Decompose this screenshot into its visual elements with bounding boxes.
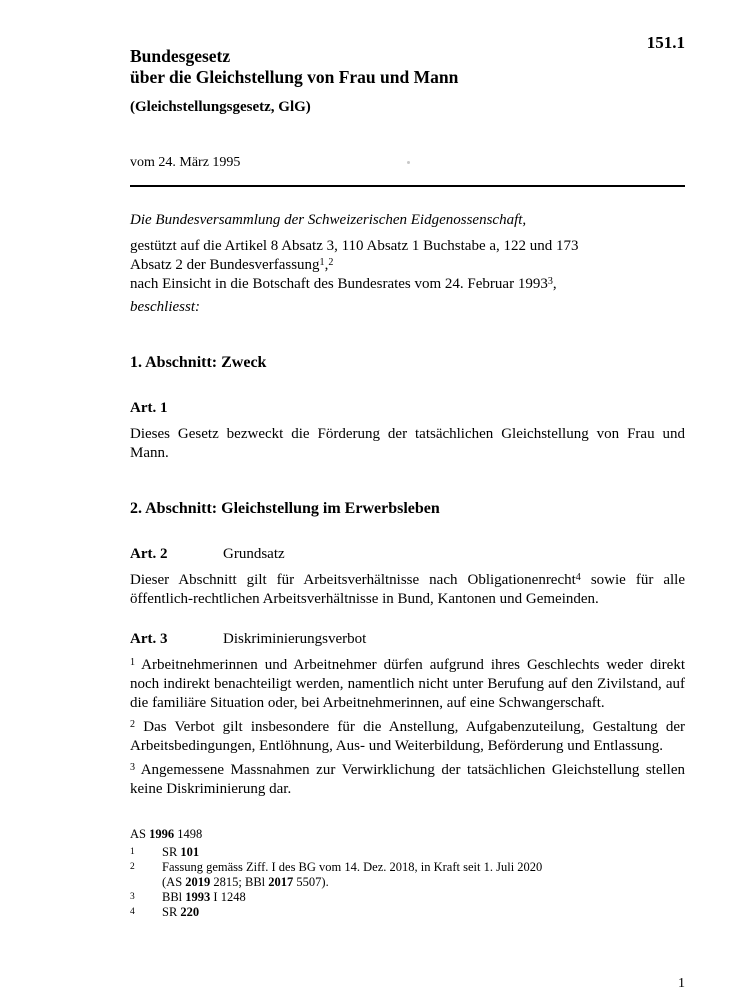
- article-1-heading: [130, 399, 685, 418]
- preamble-resolution: beschliesst:: [130, 299, 200, 315]
- article-2-label: Art. 2: [130, 546, 168, 562]
- document-subtitle: (Gleichstellungsgesetz, GlG): [130, 99, 311, 115]
- text-segment: ,: [552, 276, 557, 292]
- footnote-4-marker: 4: [130, 907, 135, 917]
- text-segment: SR: [162, 845, 181, 859]
- text-segment: Dieser Abschnitt gilt für Arbeitsverhältnisse nach Obligationenrecht: [130, 572, 576, 588]
- text-segment: 1993: [185, 890, 211, 904]
- text-segment: 2815; BBl: [210, 875, 269, 889]
- text-segment: 101: [180, 845, 200, 859]
- text-segment: ,: [324, 257, 329, 273]
- article-2-body: [130, 571, 685, 609]
- text-segment: 1498: [174, 827, 203, 841]
- footnote-1-marker: 1: [130, 847, 135, 857]
- footnote-4-text: [162, 905, 199, 919]
- text-segment: Angemessene Massnahmen zur Verwirklichung der tatsächlichen Gleichstellung stellen keine Diskriminierung dar.: [130, 762, 685, 797]
- text-segment: 2: [328, 256, 334, 268]
- sr-number: 151.1: [646, 33, 685, 52]
- article-3-heading: [130, 630, 685, 649]
- text-segment: 5507).: [293, 875, 329, 889]
- footnote-4: [130, 905, 685, 920]
- text-segment: 2019: [185, 875, 211, 889]
- text-segment: 1996: [149, 827, 175, 841]
- footnotes: [130, 827, 685, 920]
- text-segment: 3: [130, 761, 136, 773]
- article-3-paragraph-2: [130, 718, 685, 756]
- footnote-1: [130, 845, 685, 860]
- text-segment: 2017: [268, 875, 294, 889]
- footnote-1-text: [162, 845, 199, 859]
- article-1-body: Dieses Gesetz bezweckt die Förderung der tatsächlichen Gleichstellung von Frau und Mann.: [130, 426, 685, 461]
- footnote-2: [130, 860, 685, 890]
- footnote-3-text: [162, 890, 246, 904]
- footnote-2-marker: 2: [130, 862, 135, 872]
- article-1-label: Art. 1: [130, 400, 168, 416]
- document-title-line1: Bundesgesetz: [130, 46, 231, 66]
- article-3-paragraph-1: [130, 656, 685, 713]
- text-segment: (AS: [162, 875, 186, 889]
- section-2-heading: 2. Abschnitt: Gleichstellung im Erwerbsleben: [130, 500, 440, 517]
- article-3-paragraph-3: [130, 761, 685, 799]
- text-segment: 1: [130, 656, 136, 668]
- article-2-heading: [130, 545, 685, 564]
- text-segment: 1: [319, 256, 325, 268]
- footnote-3: [130, 890, 685, 905]
- text-segment: nach Einsicht in die Botschaft des Bundesrates vom 24. Februar 1993: [130, 276, 548, 292]
- text-segment: 4: [575, 571, 581, 583]
- text-segment: Arbeitnehmerinnen und Arbeitnehmer dürfen aufgrund ihres Geschlechts weder direkt noch indirekt benachteiligt werden, namentlich nicht unter Berufung auf den Zivilstand, auf die familiäre Situation oder, bei Arbeitnehmerinnen, auf eine Schwangerschaft.: [130, 657, 685, 711]
- footnote-3-marker: 3: [130, 892, 135, 902]
- text-segment: 2: [130, 718, 136, 730]
- footnote-2-text-line2: [162, 875, 685, 890]
- footnote-as-reference: [130, 827, 685, 842]
- page-number: 1: [678, 976, 685, 991]
- text-segment: Das Verbot gilt insbesondere für die Anstellung, Aufgabenzuteilung, Gestaltung der Arbeitsbedingungen, Entlöhnung, Aus- und Weiterbildung, Beförderung und Entlassung.: [130, 719, 685, 754]
- scan-speck: [407, 161, 410, 164]
- text-segment: SR: [162, 905, 181, 919]
- text-segment: BBl: [162, 890, 186, 904]
- text-segment: sowie für alle öffentlich-rechtlichen Arbeitsverhältnisse in Bund, Kantonen und Gemeinden.: [130, 572, 685, 607]
- preamble-basis: [130, 237, 685, 275]
- article-2-title: Grundsatz: [223, 546, 285, 562]
- text-segment: AS: [130, 827, 150, 841]
- section-1-heading: 1. Abschnitt: Zweck: [130, 354, 267, 371]
- document-title-line2: über die Gleichstellung von Frau und Mann: [130, 67, 459, 87]
- document-title: [130, 46, 685, 88]
- preamble: [130, 211, 685, 317]
- document-date: vom 24. März 1995: [130, 155, 241, 170]
- text-segment: Fassung gemäss Ziff. I des BG vom 14. Dez. 2018, in Kraft seit 1. Juli 2020: [162, 860, 543, 874]
- preamble-intro: Die Bundesversammlung der Schweizerischen Eidgenossenschaft,: [130, 212, 527, 228]
- header-rule: [130, 185, 685, 187]
- preamble-basis-line1: gestützt auf die Artikel 8 Absatz 3, 110 Absatz 1 Buchstabe a, 122 und 173: [130, 238, 579, 254]
- text-segment: Absatz 2 der Bundesverfassung: [130, 257, 320, 273]
- footnote-2-text-line1: [162, 860, 685, 875]
- preamble-consideration: [130, 275, 685, 294]
- text-segment: I 1248: [210, 890, 246, 904]
- text-segment: 220: [180, 905, 200, 919]
- article-3-title: Diskriminierungsverbot: [223, 631, 367, 647]
- text-segment: 3: [547, 275, 553, 287]
- article-3-label: Art. 3: [130, 631, 168, 647]
- preamble-basis-line2: [130, 256, 685, 275]
